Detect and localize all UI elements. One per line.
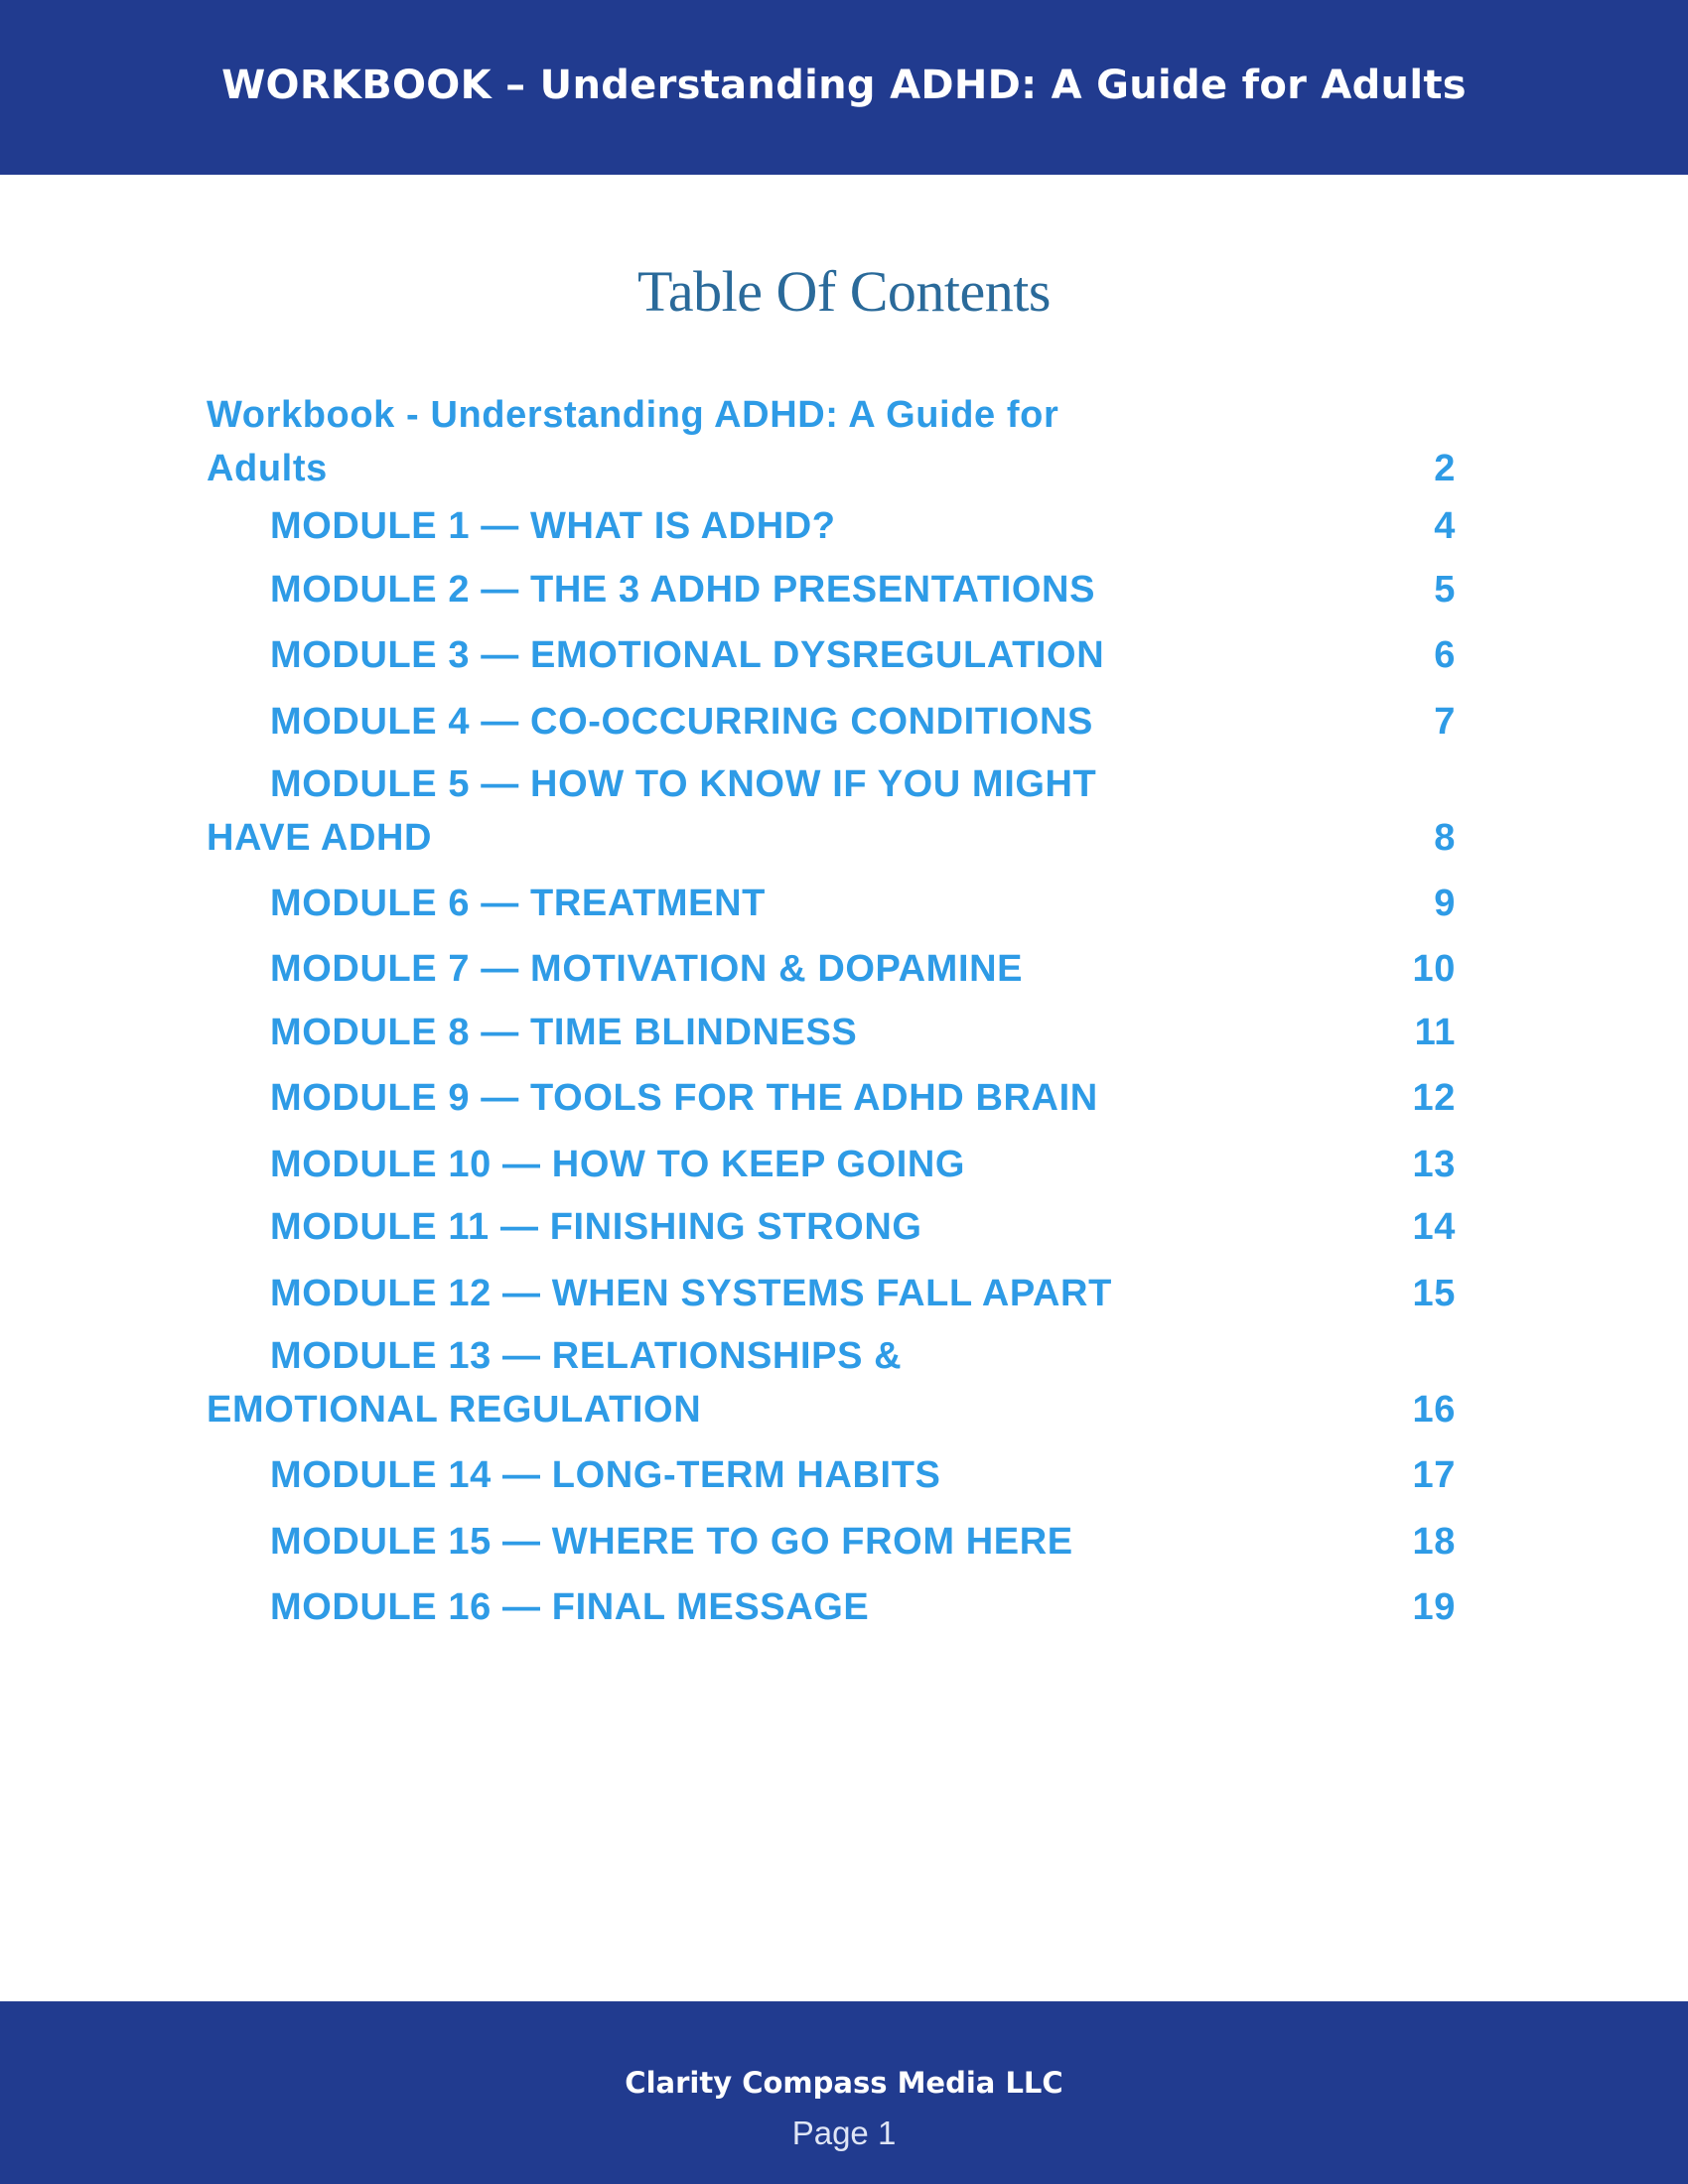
toc-entry-module-1[interactable]	[207, 500, 1456, 554]
footer-page-number: Page 1	[791, 2115, 897, 2151]
toc-entry-title: MODULE 13 — RELATIONSHIPS &	[270, 1335, 903, 1377]
toc-entry-title: MODULE 6 — TREATMENT	[270, 883, 766, 924]
toc-entry-title: MODULE 14 — LONG-TERM HABITS	[270, 1454, 941, 1496]
toc-page-number: 16	[1412, 1389, 1456, 1431]
toc-entry-module-13[interactable]	[207, 1330, 1456, 1437]
toc-page-number: 11	[1414, 1012, 1456, 1053]
toc-entry-module-16[interactable]	[207, 1581, 1456, 1635]
toc-entry-title: MODULE 3 — EMOTIONAL DYSREGULATION	[270, 634, 1105, 676]
toc-entry-title: MODULE 16 — FINAL MESSAGE	[270, 1586, 870, 1628]
toc-page-number: 17	[1412, 1454, 1456, 1496]
toc-entry-title: Adults	[207, 448, 328, 489]
toc-entry-module-11[interactable]	[207, 1201, 1456, 1255]
toc-page-number: 13	[1412, 1144, 1456, 1185]
toc-page-number: 6	[1434, 634, 1456, 676]
toc-page-number: 19	[1412, 1586, 1456, 1628]
toc-entry-title: MODULE 11 — FINISHING STRONG	[270, 1206, 922, 1248]
toc-page-number: 10	[1412, 948, 1456, 990]
toc-page-number: 8	[1434, 817, 1456, 859]
toc-page-number: 9	[1434, 883, 1456, 924]
toc-entry-workbook[interactable]	[207, 389, 1456, 496]
toc-entry-module-12[interactable]	[207, 1268, 1456, 1321]
toc-entry-title: MODULE 9 — TOOLS FOR THE ADHD BRAIN	[270, 1077, 1098, 1119]
toc-page-number: 7	[1434, 701, 1456, 743]
toc-page-number: 4	[1434, 505, 1456, 547]
toc-entry-title: MODULE 1 — WHAT IS ADHD?	[270, 505, 836, 547]
footer-company-name: Clarity Compass Media LLC	[625, 2066, 1063, 2100]
toc-entry-module-15[interactable]	[207, 1516, 1456, 1570]
toc-page-number: 18	[1412, 1521, 1456, 1563]
toc-entry-title: MODULE 10 — HOW TO KEEP GOING	[270, 1144, 966, 1185]
toc-entry-title: HAVE ADHD	[207, 817, 433, 859]
toc-page-number: 12	[1412, 1077, 1456, 1119]
toc-heading: Table Of Contents	[637, 259, 1051, 324]
toc-entry-module-3[interactable]	[207, 629, 1456, 683]
toc-entry-title: EMOTIONAL REGULATION	[207, 1389, 702, 1431]
header-title: WORKBOOK – Understanding ADHD: A Guide for Adults	[221, 63, 1467, 108]
toc-entry-title: MODULE 15 — WHERE TO GO FROM HERE	[270, 1521, 1073, 1563]
toc-entry-title: MODULE 2 — THE 3 ADHD PRESENTATIONS	[270, 569, 1096, 611]
toc-entry-title: MODULE 12 — WHEN SYSTEMS FALL APART	[270, 1273, 1112, 1314]
toc-entry-title: MODULE 5 — HOW TO KNOW IF YOU MIGHT	[270, 763, 1097, 805]
toc-page-number: 2	[1434, 448, 1456, 489]
toc-entry-title: MODULE 8 — TIME BLINDNESS	[270, 1012, 858, 1053]
toc-entry-title: Workbook - Understanding ADHD: A Guide for	[207, 394, 1059, 436]
toc-entry-module-9[interactable]	[207, 1072, 1456, 1126]
toc-entry-module-5[interactable]	[207, 758, 1456, 866]
toc-entry-title: MODULE 4 — CO-OCCURRING CONDITIONS	[270, 701, 1093, 743]
toc-page-number: 5	[1434, 569, 1456, 611]
table-of-contents	[207, 0, 1456, 2184]
toc-entry-module-7[interactable]	[207, 943, 1456, 997]
toc-entry-module-6[interactable]	[207, 878, 1456, 931]
toc-entry-module-14[interactable]	[207, 1449, 1456, 1503]
toc-entry-module-8[interactable]	[207, 1007, 1456, 1060]
page-footer	[0, 2001, 1688, 2184]
toc-entry-module-10[interactable]	[207, 1139, 1456, 1192]
toc-page-number: 15	[1412, 1273, 1456, 1314]
toc-entry-title: MODULE 7 — MOTIVATION & DOPAMINE	[270, 948, 1024, 990]
toc-page-number: 14	[1412, 1206, 1456, 1248]
toc-entry-module-2[interactable]	[207, 564, 1456, 617]
toc-entry-module-4[interactable]	[207, 696, 1456, 750]
